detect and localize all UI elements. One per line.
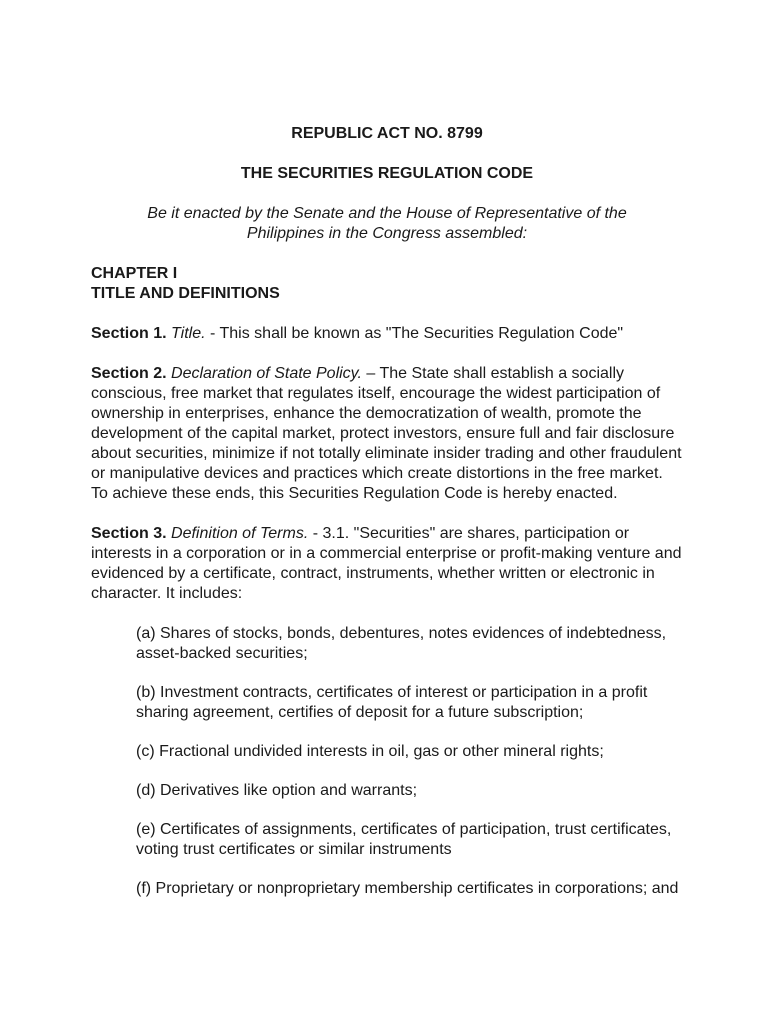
definition-list bbox=[91, 624, 696, 899]
document-body bbox=[91, 124, 683, 918]
list-item: (d) Derivatives like option and warrants; bbox=[136, 782, 418, 799]
act-number: REPUBLIC ACT NO. 8799 bbox=[291, 125, 483, 142]
section-1 bbox=[91, 324, 683, 344]
list-item: (a) Shares of stocks, bonds, debentures, notes evidences of indebtedness, asset-backed securities; bbox=[136, 625, 667, 662]
list-item: (f) Proprietary or nonproprietary membership certificates in corporations; and bbox=[136, 880, 679, 897]
enacting-clause bbox=[91, 204, 683, 244]
chapter-title: TITLE AND DEFINITIONS bbox=[91, 285, 280, 302]
chapter-heading bbox=[91, 264, 683, 304]
enacting-clause-line1: Be it enacted by the Senate and the House of Representative of the bbox=[147, 205, 627, 222]
section-3 bbox=[91, 524, 683, 604]
section-2 bbox=[91, 364, 683, 504]
section-title: Definition of Terms. bbox=[171, 525, 309, 542]
section-body: - 3.1. "Securities" are shares, participation or interests in a corporation or in a commercial enterprise or profit-making venture and evidenced by a certificate, contract, instruments, whether written or electronic in character. It includes: bbox=[91, 525, 682, 602]
enacting-clause-line2: Philippines in the Congress assembled: bbox=[246, 225, 528, 242]
chapter-number: CHAPTER I bbox=[91, 265, 178, 282]
section-label: Section 3. bbox=[91, 525, 167, 542]
section-body: – The State shall establish a socially conscious, free market that regulates itself, encourage the widest participation of ownership in enterprises, enhance the democratization of wealth, promote the development of the capital market, protect investors, ensure full and fair disclosure about securities, minimize if not totally eliminate insider trading and other fraudulent or manipulative devices and practices which create distortions in the free market. To achieve these ends, this Securities Regulation Code is hereby enacted. bbox=[91, 365, 682, 502]
section-title: Declaration of State Policy. bbox=[171, 365, 362, 382]
section-title: Title. bbox=[171, 325, 206, 342]
section-label: Section 2. bbox=[91, 365, 167, 382]
section-label: Section 1. bbox=[91, 325, 167, 342]
list-item: (e) Certificates of assignments, certificates of participation, trust certificates, voting trust certificates or similar instruments bbox=[136, 821, 672, 858]
list-item: (c) Fractional undivided interests in oil, gas or other mineral rights; bbox=[136, 743, 604, 760]
code-title: THE SECURITIES REGULATION CODE bbox=[240, 165, 534, 182]
list-item: (b) Investment contracts, certificates of interest or participation in a profit sharing agreement, certifies of deposit for a future subscription; bbox=[136, 684, 648, 721]
section-body: - This shall be known as "The Securities Regulation Code" bbox=[205, 325, 624, 342]
